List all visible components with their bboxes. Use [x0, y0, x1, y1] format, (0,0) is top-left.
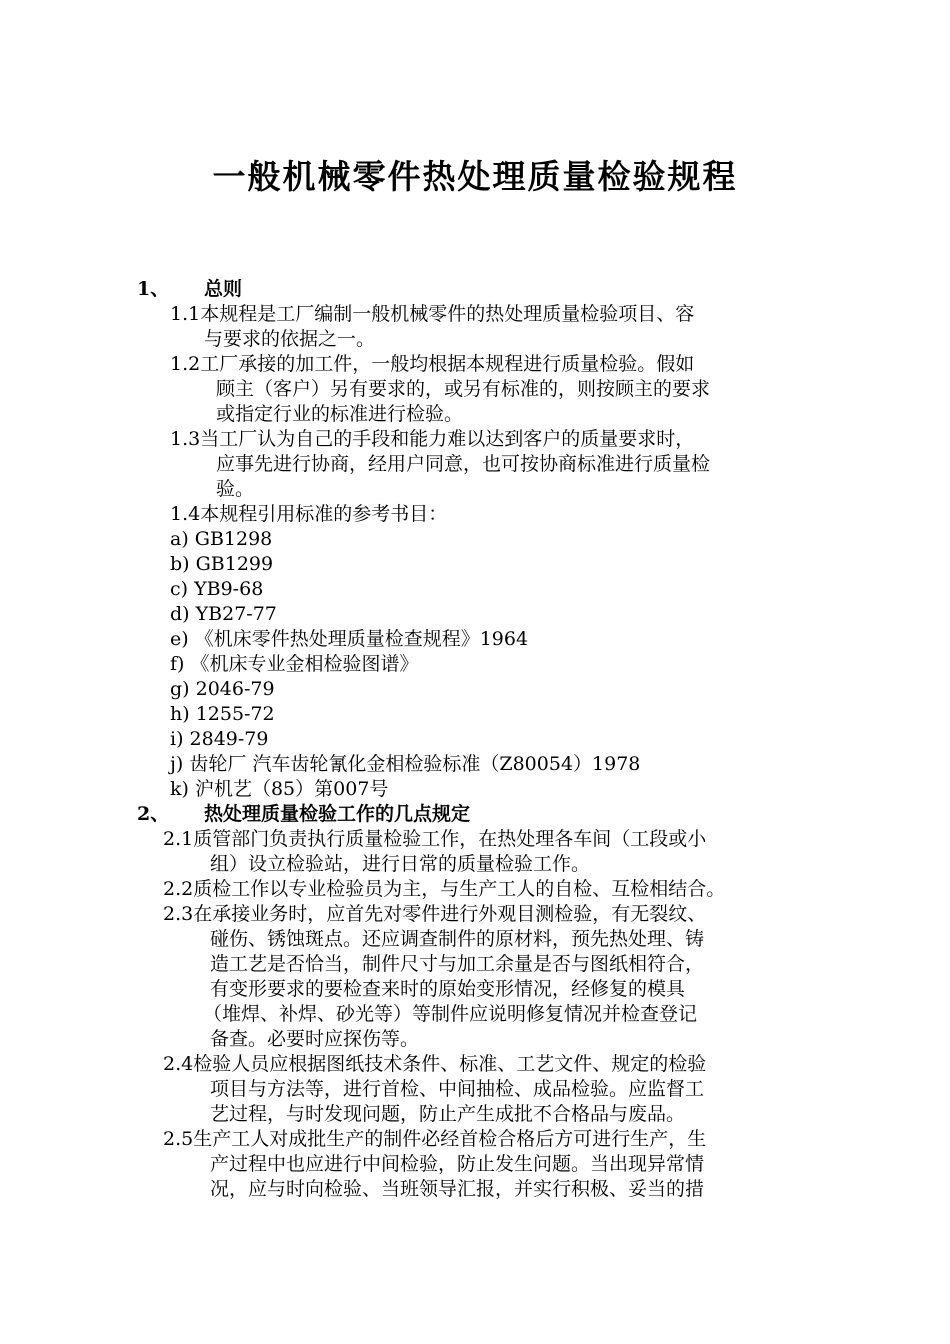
section-2-number: 2、: [137, 803, 170, 825]
reference-item: h) 1255-72: [170, 703, 275, 725]
document-title: 一般机械零件热处理质量检验规程: [212, 157, 738, 196]
clause-2-5-line-1: 2.5生产工人对成批生产的制件必经首检合格后方可进行生产，生: [163, 1128, 707, 1150]
reference-item: f) 《机床专业金相检验图谱》: [170, 653, 419, 675]
clause-2-3-line-2: 碰伤、锈蚀斑点。还应调查制件的原材料，预先热处理、铸: [210, 928, 705, 950]
reference-item: d) YB27-77: [170, 603, 277, 625]
clause-1-1-line-2: 与要求的依据之一。: [204, 328, 376, 350]
clause-2-1-line-2: 组）设立检验站，进行日常的质量检验工作。: [210, 853, 591, 875]
reference-item: a) GB1298: [170, 528, 273, 550]
clause-1-2-line-3: 或指定行业的标准进行检验。: [216, 403, 464, 425]
reference-item: j) 齿轮厂 汽车齿轮氰化金相检验标准（Z80054）1978: [170, 753, 641, 775]
reference-item: e) 《机床零件热处理质量检查规程》1964: [170, 628, 529, 650]
reference-item: i) 2849-79: [170, 728, 269, 750]
clause-1-3-line-1: 1.3当工厂认为自己的手段和能力难以达到客户的质量要求时，: [170, 428, 695, 450]
clause-2-3-line-4: 有变形要求的要检查来时的原始变形情况，经修复的模具: [210, 978, 686, 1000]
clause-2-2-line-1: 2.2质检工作以专业检验员为主，与生产工人的自检、互检相结合。: [163, 878, 726, 900]
section-1-number: 1、: [137, 278, 170, 300]
clause-2-3-line-1: 2.3在承接业务时，应首先对零件进行外观目测检验，有无裂纹、: [163, 903, 707, 925]
reference-item: b) GB1299: [170, 553, 274, 575]
clause-2-4-line-1: 2.4检验人员应根据图纸技术条件、标准、工艺文件、规定的检验: [163, 1053, 707, 1075]
section-2-title: 热处理质量检验工作的几点规定: [204, 803, 471, 825]
reference-item: g) 2046-79: [170, 678, 275, 700]
reference-item: k) 沪机艺（85）第007号: [170, 778, 389, 800]
clause-2-4-line-3: 艺过程，与时发现问题，防止产生成批不合格品与废品。: [210, 1103, 686, 1125]
clause-1-3-line-2: 应事先进行协商，经用户同意，也可按协商标准进行质量检: [216, 453, 711, 475]
clause-2-3-line-6: 备查。必要时应探伤等。: [210, 1028, 420, 1050]
clause-1-2-line-1: 1.2工厂承接的加工件，一般均根据本规程进行质量检验。假如: [170, 353, 695, 375]
clause-1-2-line-2: 顾主（客户）另有要求的，或另有标准的，则按顾主的要求: [216, 378, 711, 400]
clause-1-4: 1.4本规程引用标准的参考书目：: [170, 503, 448, 525]
clause-2-5-line-3: 况，应与时向检验、当班领导汇报，并实行积极、妥当的措: [210, 1178, 705, 1200]
reference-item: c) YB9-68: [170, 578, 264, 600]
section-1-title: 总则: [204, 278, 243, 300]
clause-2-3-line-3: 造工艺是否恰当，制件尺寸与加工余量是否与图纸相符合，: [210, 953, 705, 975]
clause-1-1-line-1: 1.1本规程是工厂编制一般机械零件的热处理质量检验项目、容: [170, 303, 695, 325]
clause-1-3-line-3: 验。: [216, 478, 255, 500]
clause-2-4-line-2: 项目与方法等，进行首检、中间抽检、成品检验。应监督工: [210, 1078, 705, 1100]
clause-2-5-line-2: 产过程中也应进行中间检验，防止发生问题。当出现异常情: [210, 1153, 705, 1175]
clause-2-3-line-5: （堆焊、补焊、砂光等）等制件应说明修复情况并检查登记: [203, 1003, 698, 1025]
clause-2-1-line-1: 2.1质管部门负责执行质量检验工作，在热处理各车间（工段或小: [163, 828, 707, 850]
